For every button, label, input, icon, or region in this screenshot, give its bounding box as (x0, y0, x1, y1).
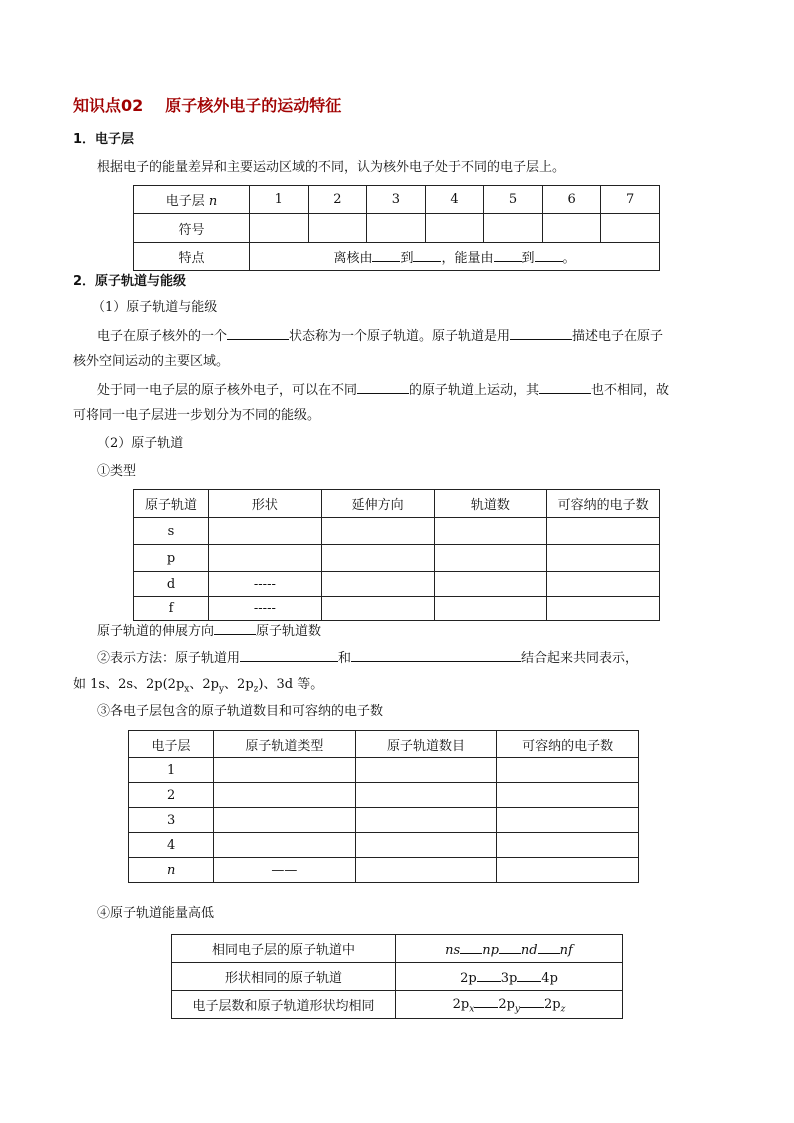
section-title (73, 97, 341, 115)
answer-cell[interactable] (547, 518, 660, 545)
table-cell: —— (214, 858, 356, 883)
table-row (134, 243, 660, 271)
blank[interactable] (494, 248, 522, 262)
blank[interactable] (240, 648, 338, 662)
table-row (129, 858, 639, 883)
table-row (134, 186, 660, 214)
table-header: 原子轨道数目 (355, 731, 497, 758)
answer-cell[interactable] (497, 758, 639, 783)
answer-cell[interactable] (434, 597, 547, 621)
table-header: 延伸方向 (321, 490, 434, 518)
answer-cell[interactable] (547, 572, 660, 597)
shell-label: ③各电子层包含的原子轨道数目和可容纳的电子数 (97, 704, 384, 719)
answer-cell[interactable] (355, 758, 497, 783)
blank[interactable] (413, 248, 441, 262)
intro-paragraph: 根据电子的能量差异和主要运动区域的不同，认为核外电子处于不同的电子层上。 (97, 160, 566, 175)
table-cell: 电子层 n (134, 186, 250, 214)
blank[interactable] (510, 326, 572, 340)
blank[interactable] (520, 994, 544, 1008)
answer-cell[interactable] (321, 545, 434, 572)
answer-cell[interactable] (209, 518, 322, 545)
table-cell: 电子层数和原子轨道形状均相同 (172, 991, 396, 1019)
blank[interactable] (477, 968, 501, 982)
table-cell: 5 (484, 186, 543, 214)
paragraph-line: 可将同一电子层进一步划分为不同的能级。 (73, 408, 321, 423)
answer-cell[interactable] (355, 833, 497, 858)
blank[interactable] (214, 621, 256, 635)
answer-cell[interactable] (434, 572, 547, 597)
feature-cell: 离核由 到 ，能量由 到 。 (250, 243, 660, 271)
answer-cell[interactable] (321, 597, 434, 621)
table-cell: $2p_x$ $2p_y$ $2p_z$ (396, 991, 623, 1019)
blank[interactable] (357, 380, 409, 394)
table-cell: 2 (129, 783, 214, 808)
table-row (134, 518, 660, 545)
answer-cell[interactable] (547, 545, 660, 572)
blank[interactable] (539, 380, 591, 394)
table-header: 形状 (209, 490, 322, 518)
table-row (134, 597, 660, 621)
table-header: 可容纳的电子数 (497, 731, 639, 758)
electron-shell-table (133, 185, 660, 271)
answer-cell[interactable] (434, 545, 547, 572)
table-row (129, 731, 639, 758)
table-row (129, 783, 639, 808)
table-cell: 形状相同的原子轨道 (172, 963, 396, 991)
answer-cell[interactable] (355, 858, 497, 883)
table-row (172, 991, 623, 1019)
answer-cell[interactable] (601, 214, 660, 243)
table-row (129, 833, 639, 858)
blank[interactable] (538, 940, 560, 954)
table-cell: f (134, 597, 209, 621)
table-cell: d (134, 572, 209, 597)
table-cell: 6 (542, 186, 601, 214)
answer-cell[interactable] (214, 808, 356, 833)
answer-cell[interactable] (542, 214, 601, 243)
table-cell: 2 (308, 186, 367, 214)
blank[interactable] (372, 248, 400, 262)
section-number: 知识点02 (73, 96, 144, 115)
heading-electron-shell: 1．电子层 (73, 132, 135, 147)
blank[interactable] (535, 248, 563, 262)
table-cell: 1 (250, 186, 309, 214)
table-header: 原子轨道 (134, 490, 209, 518)
paragraph-line: 电子在原子核外的一个 状态称为一个原子轨道。原子轨道是用 描述电子在原子 (97, 326, 663, 346)
answer-cell[interactable] (425, 214, 484, 243)
table-cell: 3 (129, 808, 214, 833)
answer-cell[interactable] (497, 783, 639, 808)
answer-cell[interactable] (547, 597, 660, 621)
answer-cell[interactable] (497, 858, 639, 883)
heading-orbitals-levels: 2．原子轨道与能级 (73, 274, 187, 289)
answer-cell[interactable] (484, 214, 543, 243)
answer-cell[interactable] (497, 833, 639, 858)
section-title-text: 原子核外电子的运动特征 (165, 96, 342, 115)
table-cell: 2p 3p 4p (396, 963, 623, 991)
table-cell: 3 (367, 186, 426, 214)
table-row (134, 545, 660, 572)
subheading-2: （2）原子轨道 (97, 436, 184, 451)
table-cell: 相同电子层的原子轨道中 (172, 935, 396, 963)
answer-cell[interactable] (321, 518, 434, 545)
table-cell: p (134, 545, 209, 572)
table-cell: 7 (601, 186, 660, 214)
table-header: 可容纳的电子数 (547, 490, 660, 518)
answer-cell[interactable] (214, 758, 356, 783)
table-cell: 符号 (134, 214, 250, 243)
table-row (172, 935, 623, 963)
answer-cell[interactable] (308, 214, 367, 243)
answer-cell[interactable] (367, 214, 426, 243)
blank[interactable] (460, 940, 482, 954)
answer-cell[interactable] (355, 783, 497, 808)
orbital-energy-table (171, 934, 623, 1019)
table-row (134, 214, 660, 243)
answer-cell[interactable] (497, 808, 639, 833)
table-cell: 1 (129, 758, 214, 783)
table-header: 原子轨道类型 (214, 731, 356, 758)
blank[interactable] (499, 940, 521, 954)
table-cell: ----- (209, 597, 322, 621)
representation-line: ②表示方法：原子轨道用 和 结合起来共同表示， (97, 648, 638, 668)
table-cell: 4 (129, 833, 214, 858)
answer-cell[interactable] (250, 214, 309, 243)
extension-line: 原子轨道的伸展方向 原子轨道数 (97, 621, 321, 641)
representation-example: 如 1s、2s、$2p(2p_x$、$2p_y$、$2p_z$)、3d 等。 (73, 677, 324, 695)
table-row (129, 808, 639, 833)
answer-cell[interactable] (214, 833, 356, 858)
table-row (134, 572, 660, 597)
table-cell: 4 (425, 186, 484, 214)
table-header: 电子层 (129, 731, 214, 758)
table-row (129, 758, 639, 783)
orbital-type-table (133, 489, 660, 621)
blank[interactable] (227, 326, 289, 340)
subheading-1: （1）原子轨道与能级 (92, 300, 218, 315)
table-row (172, 963, 623, 991)
table-cell: s (134, 518, 209, 545)
table-cell: n (129, 858, 214, 883)
shell-orbital-table (128, 730, 639, 883)
table-cell: ----- (209, 572, 322, 597)
blank[interactable] (517, 968, 541, 982)
blank[interactable] (474, 994, 498, 1008)
blank[interactable] (351, 648, 521, 662)
answer-cell[interactable] (209, 545, 322, 572)
table-cell: 特点 (134, 243, 250, 271)
answer-cell[interactable] (214, 783, 356, 808)
paragraph-line: 核外空间运动的主要区域。 (73, 354, 230, 369)
paragraph-line: 处于同一电子层的原子核外电子，可以在不同 的原子轨道上运动，其 也不相同，故 (97, 380, 669, 400)
table-cell: ns np nd nf (396, 935, 623, 963)
energy-label: ④原子轨道能量高低 (97, 906, 215, 921)
answer-cell[interactable] (355, 808, 497, 833)
table-header: 轨道数 (434, 490, 547, 518)
answer-cell[interactable] (434, 518, 547, 545)
type-label: ①类型 (97, 464, 137, 479)
table-row (134, 490, 660, 518)
answer-cell[interactable] (321, 572, 434, 597)
